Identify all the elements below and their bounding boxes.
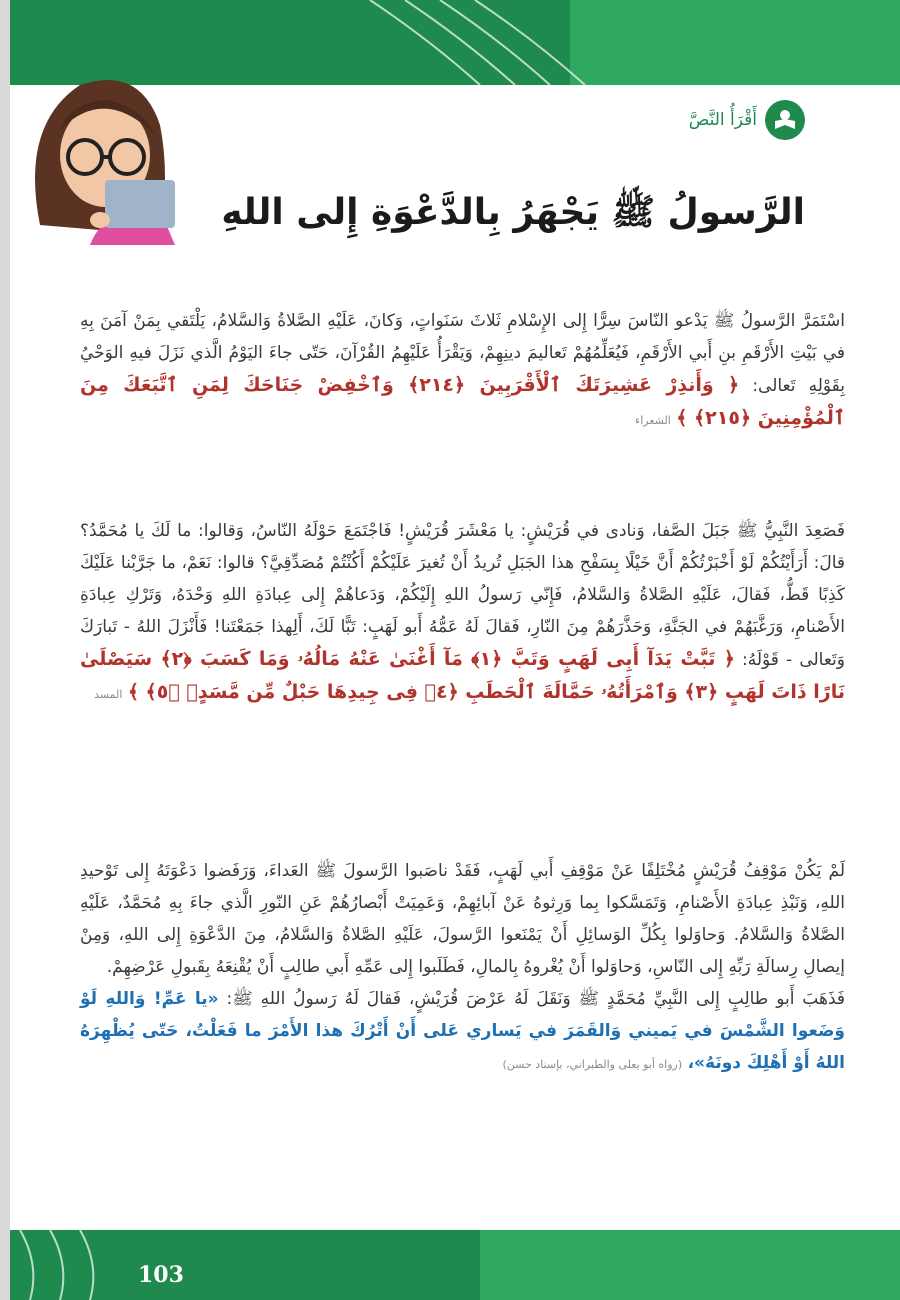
paragraph-1: [80, 305, 845, 437]
paragraph-2: [80, 515, 845, 711]
quran-verse-1: ﴿ وَأَنذِرْ عَشِيرَتَكَ ٱلْأَقْرَبِينَ ﴿٢١٤﴾ وَٱخْفِضْ جَنَاحَكَ لِمَنِ ٱتَّبَعَكَ مِنَ ٱلْمُؤْمِنِينَ ﴿٢١٥﴾ ﴾: [80, 374, 845, 429]
paragraph-3: [80, 855, 845, 1081]
quran-reference-1: الشعراء: [635, 414, 671, 427]
girl-reading-illustration: [10, 45, 180, 245]
paragraph-1-text: اسْتَمَرَّ الرَّسولُ ﷺ يَدْعو النّاسَ سِرًّا إِلى الإِسْلامِ ثَلاثَ سَنَواتٍ، وَكانَ، عَلَيْهِ الصَّلاةُ وَالسَّلامُ، يَلْتَقي بِمَنْ آمَنَ بِهِ في بَيْتِ الأَرْقَمِ بنِ أَبي الأَرْقَمِ، فَيُعَلِّمُهُمْ تَعاليمَ دينِهِمْ، وَيَقْرَأُ عَلَيْهِمُ القُرْآنَ، حَتّى جاءَ اليَوْمُ الَّذي نَزَلَ فيهِ الوَحْيُ بِقَوْلِهِ تَعالى:: [80, 311, 846, 396]
paragraph-2-text: فَصَعِدَ النَّبِيُّ ﷺ جَبَلَ الصَّفا، وَنادى في قُرَيْشٍ: يا مَعْشَرَ قُرَيْشٍ! فَاجْتَمَعَ حَوْلَهُ النّاسُ، وَقالوا: ما لَكَ يا مُحَمَّدُ؟ قالَ: أَرَأَيْتُكُمْ لَوْ أَخْبَرْتُكُمْ أَنَّ خَيْلًا بِسَفْحِ هذا الجَبَلِ تُريدُ أَنْ تُغيرَ عَلَيْكُمْ أَكُنْتُمْ مُصَدِّقِيَّ؟ قالوا: نَعَمْ، ما جَرَّبْنا عَلَيْكَ كَذِبًا قَطُّ، فَقالَ، عَلَيْهِ الصَّلاةُ وَالسَّلامُ، فَإِنّي رَسولُ اللهِ إِلَيْكُمْ، وَدَعاهُمْ إِلى عِبادَةِ اللهِ وَحْدَهُ، وَتَرْكِ عِبادَةِ الأَصْنامِ، وَرَغَّبَهُمْ في الجَنَّةِ، وَحَذَّرَهُمْ مِنَ النّارِ، فَقالَ لَهُ عَمُّهُ أَبو لَهَبٍ: تَبًّا لَكَ، أَلِهذا جَمَعْتَنا! فَأَنْزَلَ اللهُ - تَبارَكَ وَتَعالى - قَوْلَهُ:: [80, 521, 845, 670]
paragraph-4-text: فَذَهَبَ أَبو طالِبٍ إِلى النَّبِيِّ مُحَمَّدٍ ﷺ وَنَقَلَ لَهُ عَرْضَ قُرَيْشٍ، فَقالَ لَهُ رَسولُ اللهِ ﷺ:: [226, 989, 846, 1009]
page-number: 103: [138, 1262, 184, 1288]
textbook-page: [10, 0, 900, 1300]
reader-icon: [765, 100, 805, 140]
quran-verse-2: ﴿ تَبَّتْ يَدَآ أَبِى لَهَبٍ وَتَبَّ ﴿١﴾ مَآ أَغْنَىٰ عَنْهُ مَالُهُۥ وَمَا كَسَبَ ﴿٢﴾ سَيَصْلَىٰ نَارًا ذَاتَ لَهَبٍ ﴿٣﴾ وَٱمْرَأَتُهُۥ حَمَّالَةَ ٱلْحَطَبِ ﴿٤﴾ فِى جِيدِهَا حَبْلٌ مِّن مَّسَدٍۭ ﴿٥﴾ ﴾: [80, 648, 845, 703]
hadith-reference: (رواه أبو يعلى والطبراني، بإسناد حسن): [502, 1058, 683, 1071]
hadith-quote: «يا عَمِّ! وَاللهِ لَوْ وَضَعوا الشَّمْسَ في يَميني وَالقَمَرَ في يَساري عَلى أَنْ أَتْرُكَ هذا الأَمْرَ ما فَعَلْتُ، حَتّى يُظْهِرَهُ اللهُ أَوْ أَهْلِكَ دونَهُ»،: [80, 989, 845, 1073]
paragraph-3-text: لَمْ يَكُنْ مَوْقِفُ قُرَيْشٍ مُخْتَلِفًا عَنْ مَوْقِفِ أَبي لَهَبٍ، فَقَدْ ناصَبوا الرَّسولَ ﷺ العَداءَ، وَرَفَضوا دَعْوَتَهُ إِلى تَوْحيدِ اللهِ، وَنَبْذِ عِبادَةِ الأَصْنامِ، وَتَمَسَّكوا بِما وَرِثوهُ عَنْ آبائِهِمْ، وَعَمِيَتْ أَبْصارُهُمْ عَنِ النّورِ الَّذي جاءَ بِهِ مُحَمَّدٌ، عَلَيْهِ الصَّلاةُ وَالسَّلامُ. وَحاوَلوا بِكُلِّ الوَسائِلِ أَنْ يَمْنَعوا الرَّسولَ، عَلَيْهِ الصَّلاةُ وَالسَّلامُ، مِنَ الدَّعْوَةِ إِلى اللهِ، وَمِنْ إيصالِ رِسالَةِ رَبِّهِ إِلى النّاسِ، وَحاوَلوا أَنْ يُغْروهُ بِالمالِ، فَطَلَبوا إِلى عَمِّهِ أَبي طالِبٍ أَنْ يُقْنِعَهُ بِقَبولِ عَرْضِهِمْ.: [80, 861, 845, 977]
section-badge: [689, 100, 805, 140]
section-label: أَقْرَأُ النَّصَّ: [688, 110, 757, 130]
page-title: الرَّسولُ ﷺ يَجْهَرُ بِالدَّعْوَةِ إِلى اللهِ: [221, 192, 805, 233]
quran-reference-2: المسد: [94, 688, 123, 701]
